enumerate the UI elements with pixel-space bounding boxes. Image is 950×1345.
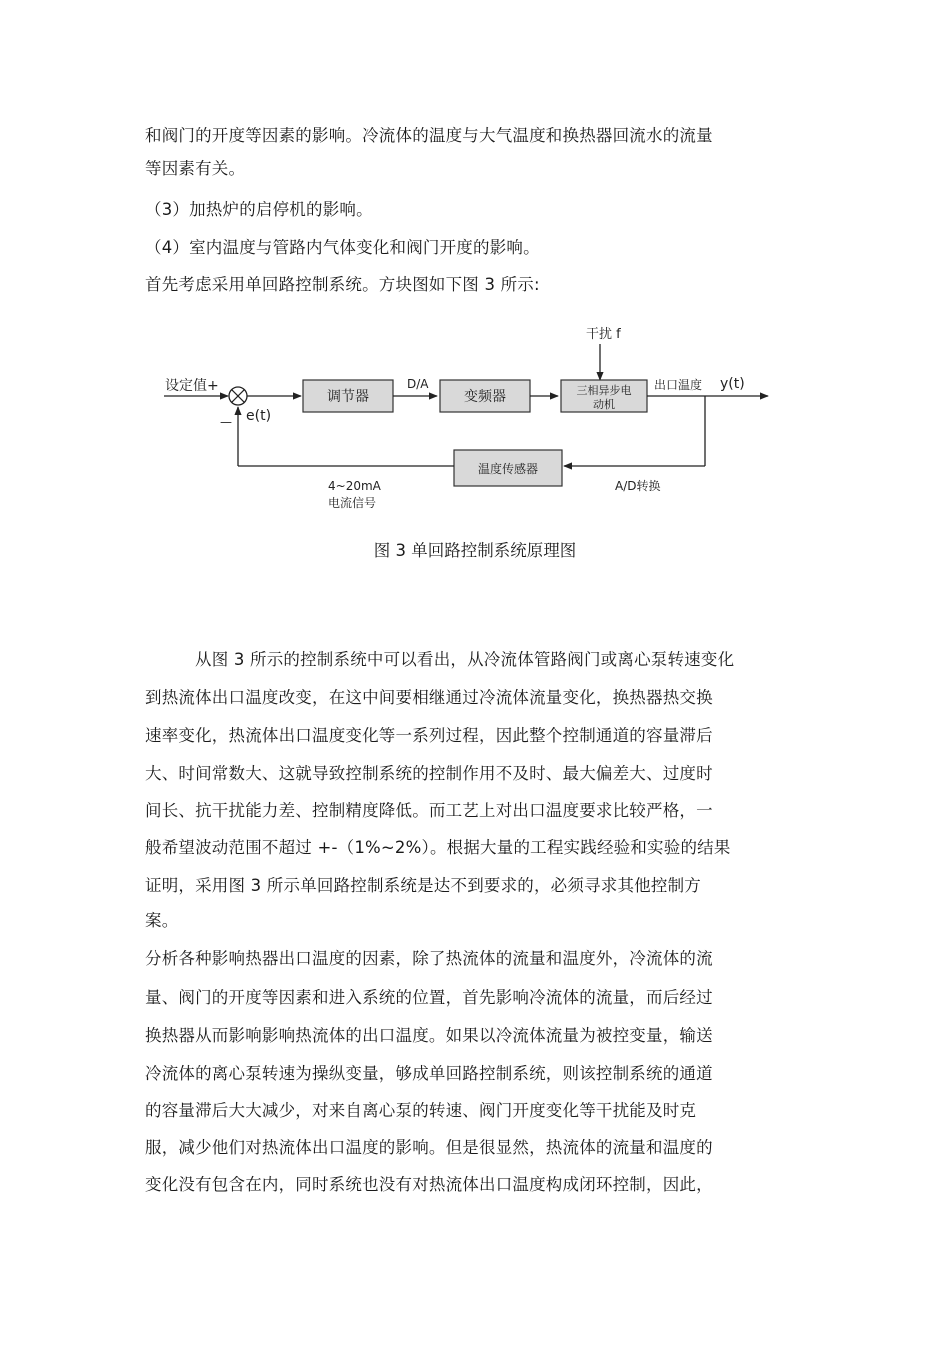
- body-line: 般希望波动范围不超过 +-（1%~2%）。根据大量的工程实践经验和实验的结果: [145, 838, 731, 857]
- outlet-temp-label: 出口温度: [654, 378, 703, 392]
- sensor-label: 温度传感器: [477, 462, 539, 476]
- paragraph-line: 和阀门的开度等因素的影响。冷流体的温度与大气温度和换热器回流水的流量: [145, 126, 713, 145]
- paragraph-line: （3）加热炉的启停机的影响。: [145, 200, 373, 219]
- disturbance-label: 干扰 f: [586, 327, 621, 342]
- motor-label-line1: 三相异步电: [576, 384, 632, 397]
- motor-label-line2: 动机: [593, 398, 615, 411]
- setpoint-label: 设定值+: [165, 378, 219, 394]
- controller-label: 调节器: [327, 389, 369, 405]
- signal-label: 电流信号: [328, 496, 377, 510]
- current-label: 4~20mA: [328, 479, 381, 493]
- body-line: 大、时间常数大、这就导致控制系统的控制作用不及时、最大偏差大、过度时: [145, 764, 713, 783]
- block-diagram: [160, 318, 780, 518]
- minus-sign: —: [220, 415, 232, 429]
- body-line: 案。: [145, 911, 179, 930]
- body-line: 到热流体出口温度改变，在这中间要相继通过冷流体流量变化，换热器热交换: [145, 688, 713, 707]
- body-line: 分析各种影响热器出口温度的因素，除了热流体的流量和温度外，冷流体的流: [145, 949, 713, 968]
- body-line: 变化没有包含在内，同时系统也没有对热流体出口温度构成闭环控制，因此，: [145, 1175, 713, 1194]
- body-line: 量、阀门的开度等因素和进入系统的位置，首先影响冷流体的流量，而后经过: [145, 988, 713, 1007]
- body-line: 服，减少他们对热流体出口温度的影响。但是很显然，热流体的流量和温度的: [145, 1138, 713, 1157]
- body-line: 速率变化，热流体出口温度变化等一系列过程，因此整个控制通道的容量滞后: [145, 726, 713, 745]
- body-line: 的容量滞后大大减少，对来自离心泵的转速、阀门开度变化等干扰能及时克: [145, 1101, 697, 1120]
- summing-junction: [229, 387, 247, 405]
- output-label: y(t): [720, 376, 745, 392]
- body-line: 间长、抗干扰能力差、控制精度降低。而工艺上对出口温度要求比较严格，一: [145, 801, 713, 820]
- paragraph-line: （4）室内温度与管路内气体变化和阀门开度的影响。: [145, 238, 540, 257]
- error-label: e(t): [246, 408, 272, 424]
- figure-caption: 图 3 单回路控制系统原理图: [373, 541, 577, 560]
- body-line: 冷流体的离心泵转速为操纵变量，够成单回路控制系统，则该控制系统的通道: [145, 1064, 713, 1083]
- body-line: 换热器从而影响影响热流体的出口温度。如果以冷流体流量为被控变量，输送: [145, 1026, 713, 1045]
- paragraph-line: 等因素有关。: [145, 159, 246, 178]
- ad-label: A/D转换: [615, 479, 661, 493]
- inverter-label: 变频器: [464, 389, 506, 405]
- body-line: 从图 3 所示的控制系统中可以看出，从冷流体管路阀门或离心泵转速变化: [195, 650, 735, 669]
- paragraph-line: 首先考虑采用单回路控制系统。方块图如下图 3 所示:: [145, 275, 540, 294]
- body-line: 证明，采用图 3 所示单回路控制系统是达不到要求的，必须寻求其他控制方: [145, 876, 701, 895]
- da-label: D/A: [407, 377, 429, 391]
